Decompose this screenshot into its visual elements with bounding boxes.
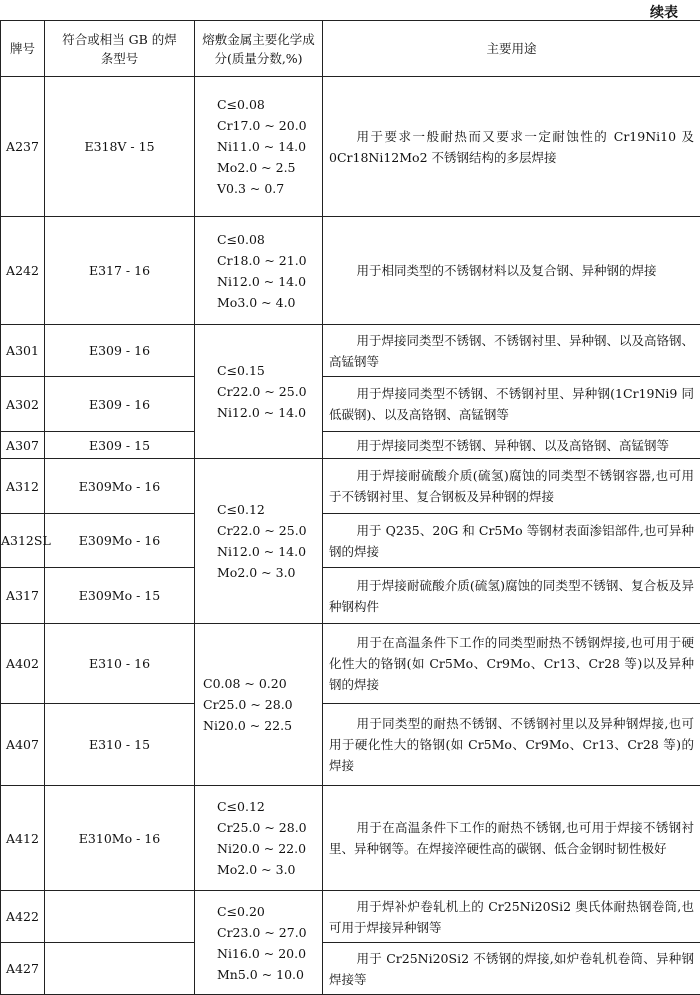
use-cell: 用于在高温条件下工作的耐热不锈钢,也可用于焊接不锈钢衬里、异种钢等。在焊接淬硬性高的碳钢、低合金钢时韧性极好: [323, 786, 700, 891]
table-row: [1, 624, 700, 704]
use-cell: 用于焊接同类型不锈钢、不锈钢衬里、异种钢、以及高铬钢、高锰钢等: [323, 325, 700, 377]
table-row: [1, 377, 700, 432]
use-cell: 用于焊接耐硫酸介质(硫氢)腐蚀的同类型不锈钢、复合板及异种钢构件: [323, 568, 700, 624]
model-cell: [45, 943, 195, 995]
grade-cell: A412: [1, 786, 45, 891]
table-row: [1, 77, 700, 217]
composition-line: Cr18.0 ~ 21.0: [217, 252, 307, 268]
header-use: 主要用途: [323, 21, 700, 77]
use-cell: 用于 Q235、20G 和 Cr5Mo 等钢材表面渗铝部件,也可异种钢的焊接: [323, 514, 700, 568]
model-cell: E309 - 15: [45, 432, 195, 459]
header-model: 符合或相当 GB 的焊条型号: [45, 21, 195, 77]
composition-line: Ni12.0 ~ 14.0: [217, 544, 307, 559]
composition-cell: [195, 891, 323, 995]
table-row: [1, 325, 700, 377]
use-cell: 用于要求一般耐热而又要求一定耐蚀性的 Cr19Ni10 及 0Cr18Ni12Mo2 不锈钢结构的多层焊接: [323, 77, 700, 217]
header-composition: 熔敷金属主要化学成分(质量分数,%): [195, 21, 323, 77]
grade-cell: A302: [1, 377, 45, 432]
composition-cell: [195, 325, 323, 459]
header-grade: 牌号: [1, 21, 45, 77]
composition-line: Cr25.0 ~ 28.0: [217, 820, 307, 835]
table-row: [1, 568, 700, 624]
composition-line: Ni11.0 ~ 14.0: [217, 139, 307, 154]
model-cell: E309Mo - 15: [45, 568, 195, 624]
composition-line: Ni12.0 ~ 14.0: [217, 273, 307, 289]
welding-electrode-table: [0, 20, 700, 995]
model-cell: E310Mo - 16: [45, 786, 195, 891]
use-cell: 用于相同类型的不锈钢材料以及复合钢、异种钢的焊接: [323, 217, 700, 325]
composition-line: C≤0.08: [217, 231, 265, 247]
table-header-row: [1, 21, 700, 77]
grade-cell: A242: [1, 217, 45, 325]
grade-cell: A407: [1, 704, 45, 786]
composition-line: Mn5.0 ~ 10.0: [217, 966, 304, 982]
composition-line: C≤0.15: [217, 363, 265, 378]
model-cell: E310 - 16: [45, 624, 195, 704]
use-cell: 用于焊补炉卷轧机上的 Cr25Ni20Si2 奥氏体耐热钢卷筒,也可用于焊接异种钢等: [323, 891, 700, 943]
composition-cell: [195, 217, 323, 325]
grade-cell: A301: [1, 325, 45, 377]
use-cell: 用于 Cr25Ni20Si2 不锈钢的焊接,如炉卷轧机卷筒、异种钢焊接等: [323, 943, 700, 995]
table-row: [1, 217, 700, 325]
composition-cell: [195, 77, 323, 217]
table-row: [1, 943, 700, 995]
composition-line: Ni20.0 ~ 22.0: [217, 841, 307, 856]
grade-cell: A427: [1, 943, 45, 995]
composition-line: Ni20.0 ~ 22.5: [203, 718, 293, 733]
model-cell: [45, 891, 195, 943]
composition-line: Cr22.0 ~ 25.0: [217, 384, 307, 399]
use-cell: 用于焊接耐硫酸介质(硫氢)腐蚀的同类型不锈钢容器,也可用于不锈钢衬里、复合钢板及异种钢的焊接: [323, 459, 700, 514]
grade-cell: A317: [1, 568, 45, 624]
grade-cell: A312: [1, 459, 45, 514]
grade-cell: A307: [1, 432, 45, 459]
grade-cell: A402: [1, 624, 45, 704]
composition-line: Cr23.0 ~ 27.0: [217, 924, 307, 940]
table-row: [1, 432, 700, 459]
composition-line: C≤0.20: [217, 903, 265, 919]
grade-cell: A312SL: [1, 514, 45, 568]
composition-line: Mo2.0 ~ 2.5: [217, 160, 296, 175]
composition-line: Mo2.0 ~ 3.0: [217, 862, 296, 877]
model-cell: E317 - 16: [45, 217, 195, 325]
model-cell: E309Mo - 16: [45, 459, 195, 514]
composition-cell: [195, 624, 323, 786]
table-row: [1, 891, 700, 943]
composition-cell: [195, 459, 323, 624]
composition-line: Cr22.0 ~ 25.0: [217, 523, 307, 538]
composition-line: V0.3 ~ 0.7: [217, 181, 285, 196]
composition-line: Ni16.0 ~ 20.0: [217, 945, 307, 961]
grade-cell: A237: [1, 77, 45, 217]
composition-cell: [195, 786, 323, 891]
composition-line: Mo3.0 ~ 4.0: [217, 294, 296, 310]
model-cell: E309 - 16: [45, 325, 195, 377]
composition-line: Cr17.0 ~ 20.0: [217, 118, 307, 133]
model-cell: E309Mo - 16: [45, 514, 195, 568]
use-cell: 用于在高温条件下工作的同类型耐热不锈钢焊接,也可用于硬化性大的铬钢(如 Cr5Mo、Cr9Mo、Cr13、Cr28 等)以及异种钢的焊接: [323, 624, 700, 704]
composition-line: C≤0.12: [217, 799, 265, 814]
composition-line: Mo2.0 ~ 3.0: [217, 565, 296, 580]
table-row: [1, 704, 700, 786]
use-cell: 用于焊接同类型不锈钢、异种钢、以及高铬钢、高锰钢等: [323, 432, 700, 459]
use-cell: 用于焊接同类型不锈钢、不锈钢衬里、异种钢(1Cr19Ni9 同低碳钢)、以及高铬钢、高锰钢等: [323, 377, 700, 432]
composition-line: Ni12.0 ~ 14.0: [217, 405, 307, 420]
table-row: [1, 459, 700, 514]
grade-cell: A422: [1, 891, 45, 943]
composition-line: Cr25.0 ~ 28.0: [203, 697, 293, 712]
table-row: [1, 514, 700, 568]
composition-line: C≤0.08: [217, 97, 265, 112]
continuation-label: 续表: [650, 5, 678, 21]
model-cell: E318V - 15: [45, 77, 195, 217]
model-cell: E310 - 15: [45, 704, 195, 786]
model-cell: E309 - 16: [45, 377, 195, 432]
composition-line: C0.08 ~ 0.20: [203, 676, 287, 691]
table-row: [1, 786, 700, 891]
use-cell: 用于同类型的耐热不锈钢、不锈钢衬里以及异种钢焊接,也可用于硬化性大的铬钢(如 Cr5Mo、Cr9Mo、Cr13、Cr28 等)的焊接: [323, 704, 700, 786]
composition-line: C≤0.12: [217, 502, 265, 517]
